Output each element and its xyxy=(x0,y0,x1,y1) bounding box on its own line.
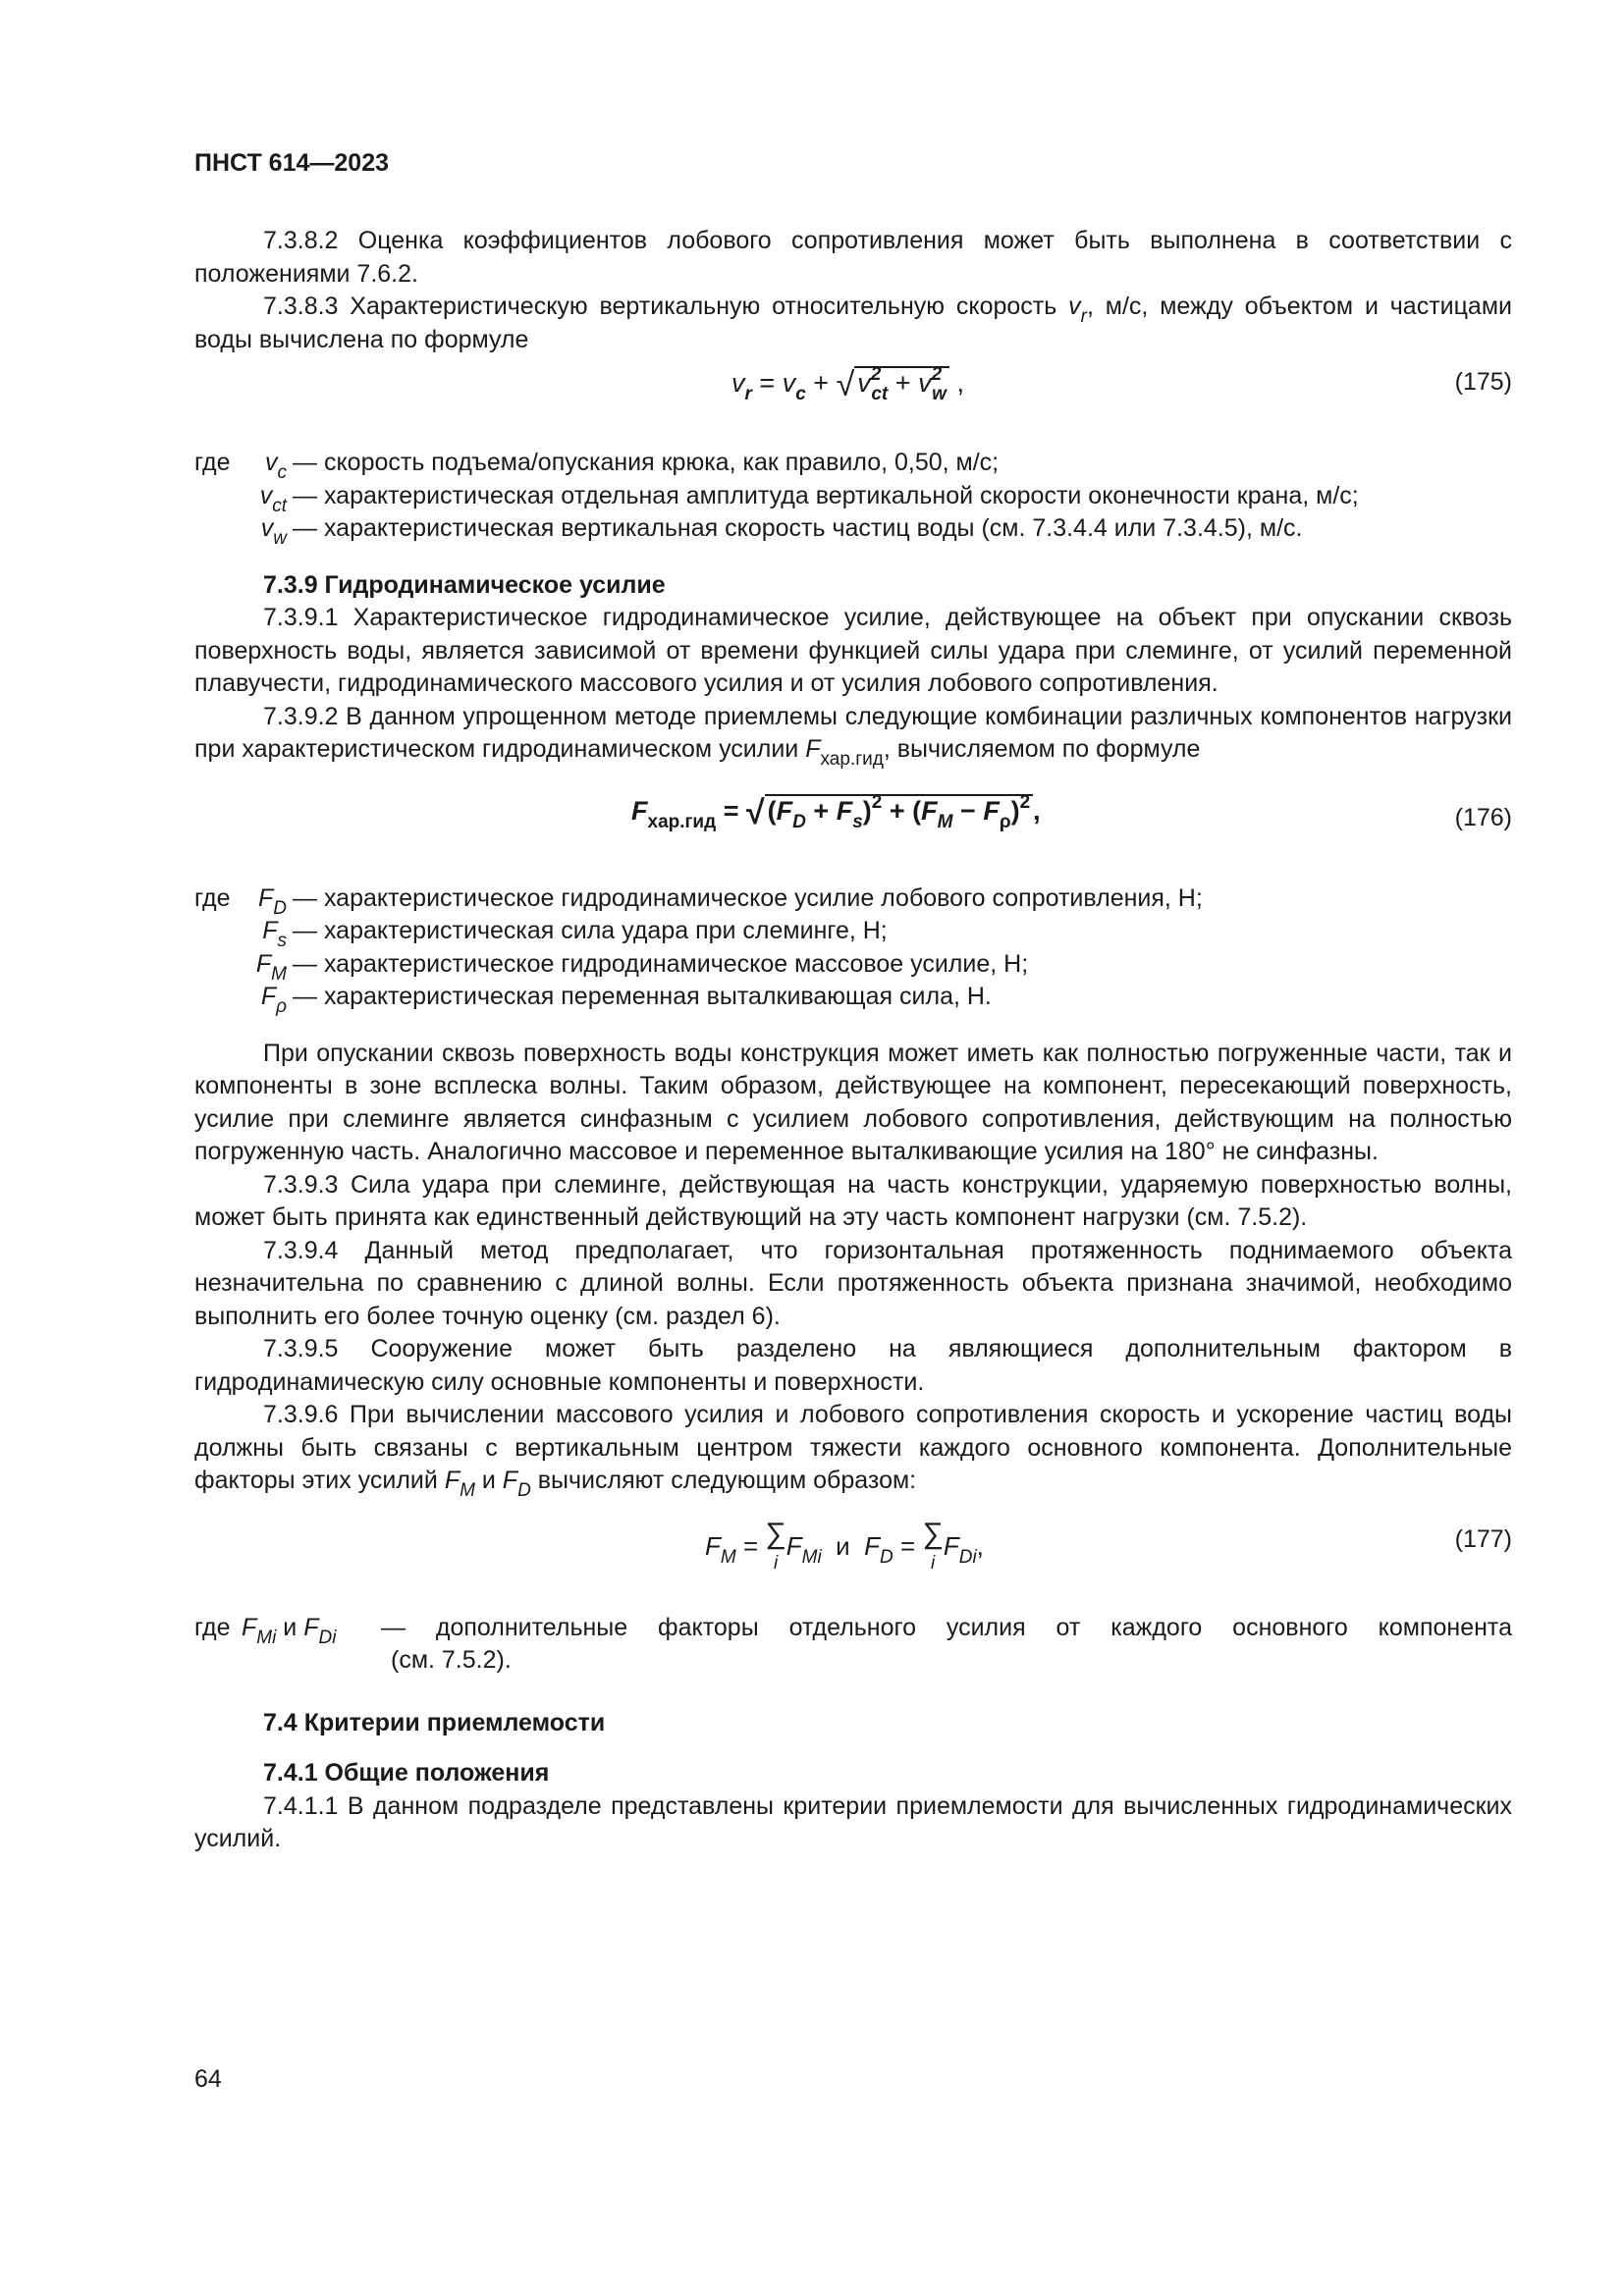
formula-175 xyxy=(194,356,1512,427)
page-number: 64 xyxy=(194,2065,222,2093)
page-body xyxy=(194,225,1512,1856)
where-176-row-3: $F_M$ — характеристическое гидродинамическое массовое усилие, Н; xyxy=(255,949,1029,985)
formula-175-expression: $v_r = v_c$ + √ $v^2_{ct} + v^2_w$ , xyxy=(731,364,964,404)
formula-175-number: (175) xyxy=(1454,368,1512,396)
paragraph-7-3-8-3: 7.3.8.3 Характеристическую вертикальную относительную скорость $v_r$, м/с, между объектом и частицами воды вычислена по формуле xyxy=(194,293,1512,353)
where-175-row-3: $v_w$ — характеристическая вертикальная скорость частиц воды (см. 7.3.4.4 или 7.3.4.5), м/с. xyxy=(260,514,1303,549)
formula-177-number: (177) xyxy=(1454,1524,1512,1553)
paragraph-7-4-1-1: 7.4.1.1 В данном подразделе представлены критерии приемлемости для вычисленных гидродинамических усилий. xyxy=(194,1791,1512,1852)
formula-177 xyxy=(194,1498,1512,1604)
paragraph-7-3-9-6: 7.3.9.6 При вычислении массового усилия и лобового сопротивления скорость и ускорение частиц воды должны быть связаны с вертикальным центром тяжести каждого основного компонента. Дополнительные факторы этих усилий $F_M$ и $F_D$ вычисляют следующим образом: xyxy=(194,1401,1512,1501)
where-177: где $F_{Mi}$ и $F_{Di}$ — дополнительные факторы отдельного усилия от каждого основного компонента (см. 7.5.2). xyxy=(194,1613,1512,1674)
sqrt-radicand: $(F_D + F_s)^2 + (F_M - F_\rho)^2$ xyxy=(765,794,1033,826)
formula-177-expression: $F_M$ = ∑ $iF_{Mi}$ и $F_D$ = ∑ $iF_{Di}$, xyxy=(705,1517,984,1574)
formula-176-expression: $F_{хар.гид}$ = √ $(F_D + F_s)^2 + (F_M - F_\rho)^2$ , xyxy=(631,791,1041,832)
where-175-row-1: где $v_c$ — скорость подъема/опускания крюка, как правило, 0,50, м/с; xyxy=(194,449,1000,483)
paragraph-7-3-9-4: 7.3.9.4 Данный метод предполагает, что горизонтальная протяженность поднимаемого объекта незначительна по сравнению с длиной волны. Если протяженность объекта признана значимой, необходимо выполнить его более точную оценку (см. раздел 6). xyxy=(194,1236,1512,1330)
paragraph-7-3-9-2: 7.3.9.2 В данном упрощенном методе приемлемы следующие комбинации различных компонентов нагрузки при характеристическом гидродинамическом усилии $F_{хар.гид}$, вычисляемом по формуле xyxy=(194,702,1512,770)
sqrt-sign: √ xyxy=(836,366,855,403)
sqrt-radicand: $v^2_{ct} + v^2_w$ xyxy=(854,366,949,398)
document-header: ПНСТ 614—2023 xyxy=(194,149,389,177)
formula-176-number: (176) xyxy=(1454,803,1512,831)
paragraph-7-3-9-3: 7.3.9.3 Сила удара при слеминге, действующая на часть конструкции, ударяемую поверхностью волны, может быть принята как единственный действующий на эту часть компонент нагрузки (см. 7.5.2). xyxy=(194,1170,1512,1231)
where-176-row-4: $F_\rho$ — характеристическая переменная выталкивающая сила, Н. xyxy=(260,983,992,1017)
section-heading-7-4: 7.4 Критерии приемлемости xyxy=(263,1708,606,1736)
where-175-row-2: $v_{ct}$ — характеристическая отдельная амплитуда вертикальной скорости оконечности крана, м/с; xyxy=(259,481,1359,516)
paragraph-immersion: При опускании сквозь поверхность воды конструкция может иметь как полностью погруженные части, так и компоненты в зоне всплеска волны. Таким образом, действующее на компонент, пересекающий поверхность, усилие при слеминге является синфазным с усилием лобового сопротивления, действующим на полностью погруженную часть. Аналогично массовое и переменное выталкивающие усилия на 180° не синфазны. xyxy=(194,1039,1512,1165)
where-176-row-1: где $F_D$ — характеристическое гидродинамическое усилие лобового сопротивления, Н; xyxy=(194,883,1203,919)
section-heading-7-3-9: 7.3.9 Гидродинамическое усилие xyxy=(263,570,666,599)
where-176-row-2: $F_s$ — характеристическая сила удара при слеминге, Н; xyxy=(262,917,888,951)
paragraph-7-3-9-1: 7.3.9.1 Характеристическое гидродинамическое усилие, действующее на объект при опускании сквозь поверхность воды, является зависимой от времени функцией силы удара при слеминге, от усилий переменной плавучести, гидродинамического массового усилия и от усилия лобового сопротивления. xyxy=(194,604,1512,697)
paragraph-7-3-8-2: 7.3.8.2 Оценка коэффициентов лобового сопротивления может быть выполнена в соответствии с положениями 7.6.2. xyxy=(194,227,1512,288)
formula-176 xyxy=(194,767,1512,861)
paragraph-7-3-9-5: 7.3.9.5 Сооружение может быть разделено на являющиеся дополнительным фактором в гидродинамическую силу основные компоненты и поверхности. xyxy=(194,1335,1512,1396)
section-heading-7-4-1: 7.4.1 Общие положения xyxy=(263,1759,550,1787)
sqrt-sign: √ xyxy=(746,793,765,831)
